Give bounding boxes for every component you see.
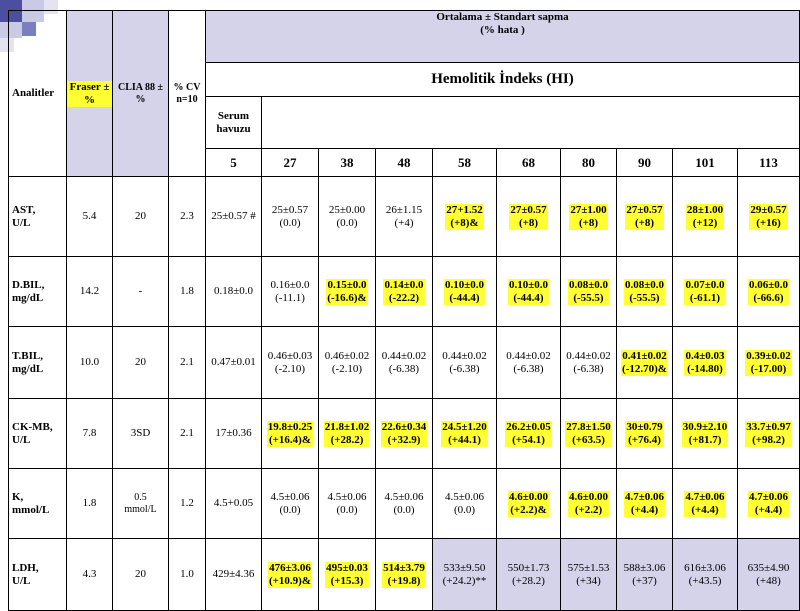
result-cell: 0.44±0.02 (-6.38)	[433, 327, 497, 399]
cv-value: 1.2	[169, 469, 206, 539]
hi-value-header: 101	[673, 149, 738, 177]
result-cell: 30.9±2.10 (+81.7)	[673, 399, 738, 469]
hi-value-header: 68	[497, 149, 561, 177]
result-cell: 0.06±0.0 (-66.6)	[738, 257, 800, 327]
result-cell: 0.18±0.0	[206, 257, 262, 327]
result-cell: 33.7±0.97 (+98.2)	[738, 399, 800, 469]
header-mean-sd: Ortalama ± Standart sapma (% hata )	[206, 11, 800, 63]
result-cell: 0.08±0.0 (-55.5)	[561, 257, 617, 327]
fraser-value: 10.0	[67, 327, 113, 399]
analyte-name: AST, U/L	[9, 177, 67, 257]
hi-value-header: 113	[738, 149, 800, 177]
result-cell: 27.8±1.50 (+63.5)	[561, 399, 617, 469]
result-cell: 575±1.53 (+34)	[561, 539, 617, 611]
clia-value: 3SD	[113, 399, 169, 469]
result-cell: 27+1.52 (+8)&	[433, 177, 497, 257]
result-cell: 0.46±0.02 (-2.10)	[319, 327, 376, 399]
clia-value: 20	[113, 327, 169, 399]
hi-value-header: 90	[617, 149, 673, 177]
result-cell: 4.5±0.06 (0.0)	[433, 469, 497, 539]
result-cell: 0.39±0.02 (-17.00)	[738, 327, 800, 399]
hi-value-header: 58	[433, 149, 497, 177]
result-cell: 0.44±0.02 (-6.38)	[561, 327, 617, 399]
header-analitler: Analitler	[9, 11, 67, 177]
result-cell: 0.46±0.03 (-2.10)	[262, 327, 319, 399]
table-row	[9, 469, 800, 539]
result-cell: 550±1.73 (+28.2)	[497, 539, 561, 611]
result-cell: 0.14±0.0 (-22.2)	[376, 257, 433, 327]
fraser-value: 1.8	[67, 469, 113, 539]
hi-value-header: 48	[376, 149, 433, 177]
result-cell: 27±0.57 (+8)	[617, 177, 673, 257]
header-clia: CLIA 88 ± %	[113, 11, 169, 177]
result-cell: 27±1.00 (+8)	[561, 177, 617, 257]
result-cell: 4.6±0.00 (+2.2)	[561, 469, 617, 539]
result-cell: 4.7±0.06 (+4.4)	[617, 469, 673, 539]
result-cell: 25±0.57 #	[206, 177, 262, 257]
header-blank	[262, 97, 800, 149]
result-cell: 19.8±0.25 (+16.4)&	[262, 399, 319, 469]
result-cell: 17±0.36	[206, 399, 262, 469]
clia-value: -	[113, 257, 169, 327]
hi-value-header: 38	[319, 149, 376, 177]
table-row	[9, 177, 800, 257]
fraser-value: 7.8	[67, 399, 113, 469]
result-cell: 514±3.79 (+19.8)	[376, 539, 433, 611]
result-cell: 22.6±0.34 (+32.9)	[376, 399, 433, 469]
fraser-value: 4.3	[67, 539, 113, 611]
result-cell: 588±3.06 (+37)	[617, 539, 673, 611]
cv-value: 2.1	[169, 399, 206, 469]
result-cell: 4.5±0.06 (0.0)	[376, 469, 433, 539]
result-cell: 0.41±0.02 (-12.70)&	[617, 327, 673, 399]
header-cv: % CV n=10	[169, 11, 206, 177]
table-row	[9, 257, 800, 327]
clia-value: 0.5 mmol/L	[113, 469, 169, 539]
hi-value-header: 80	[561, 149, 617, 177]
result-cell: 0.07±0.0 (-61.1)	[673, 257, 738, 327]
result-cell: 26±1.15 (+4)	[376, 177, 433, 257]
result-cell: 495±0.03 (+15.3)	[319, 539, 376, 611]
result-cell: 4.7±0.06 (+4.4)	[738, 469, 800, 539]
hi-value-header: 5	[206, 149, 262, 177]
result-cell: 24.5±1.20 (+44.1)	[433, 399, 497, 469]
fraser-value: 5.4	[67, 177, 113, 257]
analyte-name: T.BIL, mg/dL	[9, 327, 67, 399]
table-row	[9, 327, 800, 399]
cv-value: 2.1	[169, 327, 206, 399]
hi-value-header: 27	[262, 149, 319, 177]
header-hi-title: Hemolitik İndeks (HI)	[206, 63, 800, 97]
result-cell: 533±9.50 (+24.2)**	[433, 539, 497, 611]
analyte-name: LDH, U/L	[9, 539, 67, 611]
result-cell: 0.10±0.0 (-44.4)	[497, 257, 561, 327]
header-serum: Serum havuzu	[206, 97, 262, 149]
result-cell: 0.44±0.02 (-6.38)	[497, 327, 561, 399]
result-cell: 0.08±0.0 (-55.5)	[617, 257, 673, 327]
result-cell: 26.2±0.05 (+54.1)	[497, 399, 561, 469]
result-cell: 0.4±0.03 (-14.80)	[673, 327, 738, 399]
header-fraser: Fraser ± %	[67, 11, 113, 177]
result-cell: 4.7±0.06 (+4.4)	[673, 469, 738, 539]
result-cell: 25±0.57 (0.0)	[262, 177, 319, 257]
clia-value: 20	[113, 177, 169, 257]
result-cell: 28±1.00 (+12)	[673, 177, 738, 257]
result-cell: 0.10±0.0 (-44.4)	[433, 257, 497, 327]
result-cell: 27±0.57 (+8)	[497, 177, 561, 257]
result-cell: 30±0.79 (+76.4)	[617, 399, 673, 469]
result-cell: 25±0.00 (0.0)	[319, 177, 376, 257]
table-row	[9, 399, 800, 469]
cv-value: 1.0	[169, 539, 206, 611]
cv-value: 2.3	[169, 177, 206, 257]
result-cell: 0.47±0.01	[206, 327, 262, 399]
analyte-name: K, mmol/L	[9, 469, 67, 539]
result-cell: 476±3.06 (+10.9)&	[262, 539, 319, 611]
result-cell: 616±3.06 (+43.5)	[673, 539, 738, 611]
result-cell: 0.44±0.02 (-6.38)	[376, 327, 433, 399]
result-cell: 429±4.36	[206, 539, 262, 611]
result-cell: 29±0.57 (+16)	[738, 177, 800, 257]
hemolysis-table	[8, 10, 800, 611]
result-cell: 635±4.90 (+48)	[738, 539, 800, 611]
result-cell: 4.5±0.06 (0.0)	[319, 469, 376, 539]
result-cell: 0.15±0.0 (-16.6)&	[319, 257, 376, 327]
analyte-name: CK-MB, U/L	[9, 399, 67, 469]
result-cell: 21.8±1.02 (+28.2)	[319, 399, 376, 469]
fraser-value: 14.2	[67, 257, 113, 327]
result-cell: 4.5+0.05	[206, 469, 262, 539]
result-cell: 4.6±0.00 (+2.2)&	[497, 469, 561, 539]
analyte-name: D.BIL, mg/dL	[9, 257, 67, 327]
clia-value: 20	[113, 539, 169, 611]
result-cell: 4.5±0.06 (0.0)	[262, 469, 319, 539]
result-cell: 0.16±0.0 (-11.1)	[262, 257, 319, 327]
cv-value: 1.8	[169, 257, 206, 327]
